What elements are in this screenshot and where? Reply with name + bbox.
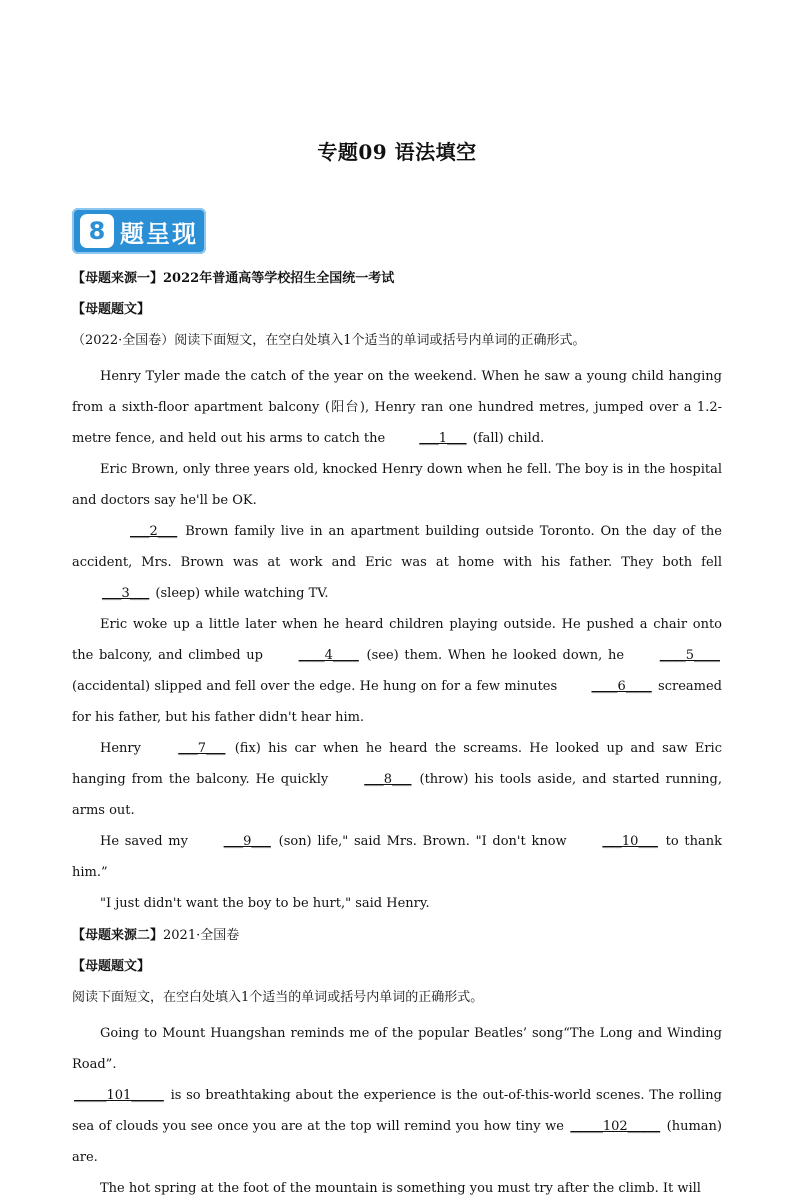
blank-3: ___3___ [102, 586, 150, 601]
paragraph-7: "I just didn't want the boy to be hurt," said Henry. [100, 896, 430, 911]
paragraph-9 [72, 1080, 722, 1173]
source-one-bracket: 【母题来源一】 [72, 271, 164, 286]
paragraph-8: Going to Mount Huangshan reminds me of the popular Beatles’ song“The Long and Winding Road”. [72, 1026, 722, 1072]
source-two-line [72, 925, 722, 947]
text-run: Brown family live in an apartment building outside Toronto. On the day of the accident, Mrs. Brown was at work and Eric was at home with his father. They both fell [72, 524, 722, 570]
text-run: He saved my [100, 834, 194, 849]
source-one-text: 2022年普通高等学校招生全国统一考试 [163, 271, 395, 286]
text-run: Eric woke up a little later when he heard children playing outside. He pushed a chair onto the balcony, and climbed up [72, 617, 722, 663]
blank-7: ___7___ [178, 741, 226, 756]
blank-4: ____4____ [298, 648, 359, 663]
paragraph-10: The hot spring at the foot of the mountain is something you must try after the climb. It will [100, 1181, 701, 1196]
text-run: (throw) his tools aside, and started running, arms out. [72, 772, 722, 818]
paragraph-4 [72, 609, 722, 733]
source-two-text: 2021·全国卷 [163, 928, 240, 943]
text-run: (human) are. [72, 1119, 722, 1165]
section-badge [72, 208, 206, 254]
paragraph-3 [72, 516, 722, 609]
text-run: (see) them. When he looked down, he [360, 648, 630, 663]
blank-101: _____101_____ [74, 1088, 164, 1103]
blank-1: ___1___ [419, 431, 467, 446]
blank-5: ____5____ [659, 648, 720, 663]
source-one-line [72, 268, 722, 290]
paragraph-2: Eric Brown, only three years old, knocked Henry down when he fell. The boy is in the hospital and doctors say he'll be OK. [72, 462, 722, 508]
blank-2: ___2___ [130, 524, 178, 539]
text-run: (fall) child. [468, 431, 545, 446]
text-run: (accidental) slipped and fell over the edge. He hung on for a few minutes [72, 679, 562, 694]
instruction-one: （2022·全国卷）阅读下面短文，在空白处填入1个适当的单词或括号内单词的正确形式。 [72, 333, 586, 348]
paragraph-6 [72, 826, 722, 888]
text-run: (fix) his car when he heard the screams. He looked up and saw Eric hanging from the balcony. He quickly [72, 741, 722, 787]
number-eight-icon: 8 [80, 214, 114, 248]
page-title: 专题09 语法填空 [317, 140, 477, 164]
blank-8: ___8___ [364, 772, 412, 787]
text-run: is so breathtaking about the experience is the out-of-this-world scenes. The rolling sea of clouds you see once you are at the top will remind you how tiny we [72, 1088, 722, 1134]
badge-label: 题呈现 [120, 219, 198, 248]
paragraph-5 [72, 733, 722, 826]
text-run: (sleep) while watching TV. [151, 586, 329, 601]
passage-label-one: 【母题题文】 [72, 302, 151, 317]
paragraph-1 [72, 361, 722, 454]
text-run: to thank him.” [72, 834, 722, 880]
source-two-bracket: 【母题来源二】 [72, 928, 164, 943]
text-run: Henry Tyler made the catch of the year on the weekend. When he saw a young child hanging from a sixth-floor apartment balcony (阳台), Henry ran one hundred metres, jumped over a 1.2-metre fence, and held out his arms to catch the [72, 369, 722, 446]
text-run: screamed for his father, but his father didn't hear him. [72, 679, 722, 725]
blank-6: ____6____ [591, 679, 652, 694]
passage-label-two: 【母题题文】 [72, 959, 151, 974]
text-run: Henry [100, 741, 149, 756]
text-run: (son) life," said Mrs. Brown. "I don't know [272, 834, 573, 849]
instruction-two: 阅读下面短文，在空白处填入1个适当的单词或括号内单词的正确形式。 [72, 990, 484, 1005]
blank-102: _____102_____ [570, 1119, 661, 1134]
document-body [72, 268, 722, 1204]
blank-9: ___9___ [223, 834, 271, 849]
blank-10: ___10___ [602, 834, 658, 849]
